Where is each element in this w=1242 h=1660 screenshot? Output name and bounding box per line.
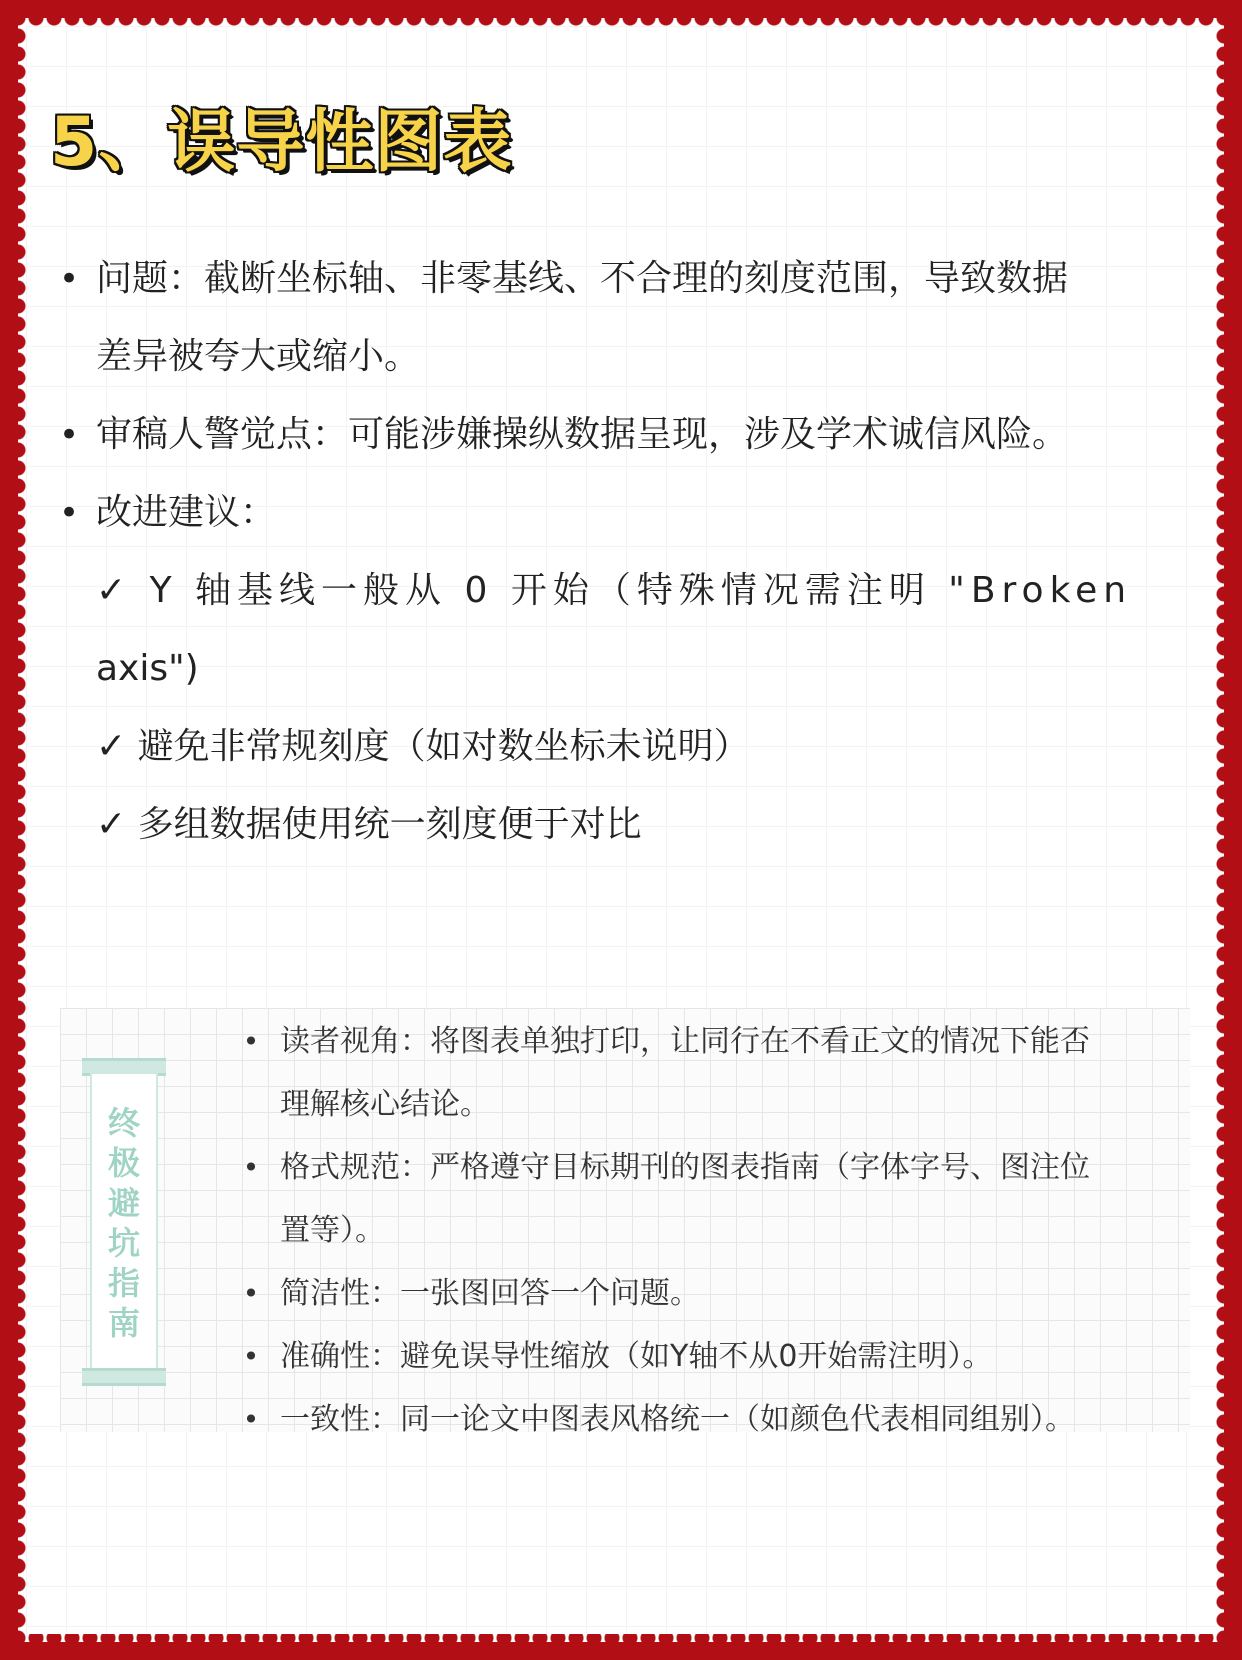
scroll-char: 终 (107, 1104, 140, 1142)
text-line: 格式规范：严格遵守目标期刊的图表指南（字体字号、图注位 (280, 1150, 1090, 1185)
guide-box (60, 1008, 1190, 1437)
scroll-banner (82, 1058, 166, 1386)
list-item-reviewer-alert (58, 396, 1188, 474)
bullet-icon (58, 474, 80, 552)
text-line: 准确性：避免误导性缩放（如Y轴不从0开始需注明）。 (280, 1339, 993, 1374)
text-line: 一致性：同一论文中图表风格统一（如颜色代表相同组别）。 (280, 1402, 1075, 1437)
suggestion-line: ✓ 多组数据使用统一刻度便于对比 (96, 804, 642, 845)
bullet-icon (240, 1010, 262, 1073)
guide-item-reader-view (240, 1010, 1170, 1136)
suggestion-line: ✓ Y 轴基线一般从 0 开始（特殊情况需注明 "Broken (96, 570, 1133, 611)
scroll-rod-bottom (82, 1368, 166, 1386)
list-item-problem (58, 240, 1188, 396)
scroll-char: 指 (107, 1264, 140, 1302)
scroll-char: 南 (107, 1304, 140, 1342)
suggestion-line: ✓ 避免非常规刻度（如对数坐标未说明） (96, 726, 750, 767)
text-line: 改进建议： (96, 492, 277, 533)
guide-item-format (240, 1136, 1170, 1262)
text-line: 问题：截断坐标轴、非零基线、不合理的刻度范围，导致数据 (96, 258, 1069, 299)
page-title: 5、误导性图表 (50, 103, 513, 182)
text-line: 理解核心结论。 (280, 1087, 490, 1122)
guide-bullet-list (240, 1010, 1170, 1451)
text-line: 简洁性：一张图回答一个问题。 (280, 1276, 700, 1311)
bullet-icon (240, 1388, 262, 1451)
main-bullet-list (58, 240, 1188, 864)
scroll-char: 避 (107, 1184, 140, 1222)
text-line: 读者视角：将图表单独打印，让同行在不看正文的情况下能否 (280, 1024, 1090, 1059)
scroll-body (90, 1072, 158, 1374)
text-line: 审稿人警觉点：可能涉嫌操纵数据呈现，涉及学术诚信风险。 (96, 414, 1069, 455)
list-item-improvement (58, 474, 1188, 864)
bullet-icon (58, 240, 80, 318)
guide-item-consistency (240, 1388, 1170, 1451)
bullet-icon (240, 1136, 262, 1199)
text-line: 差异被夸大或缩小。 (96, 336, 421, 377)
bullet-icon (240, 1262, 262, 1325)
guide-item-accuracy (240, 1325, 1170, 1388)
suggestion-line: axis") (96, 648, 199, 689)
guide-item-simplicity (240, 1262, 1170, 1325)
bullet-icon (58, 396, 80, 474)
scroll-char: 极 (107, 1144, 140, 1182)
text-line: 置等）。 (280, 1213, 385, 1248)
scroll-char: 坑 (107, 1224, 140, 1262)
bullet-icon (240, 1325, 262, 1388)
